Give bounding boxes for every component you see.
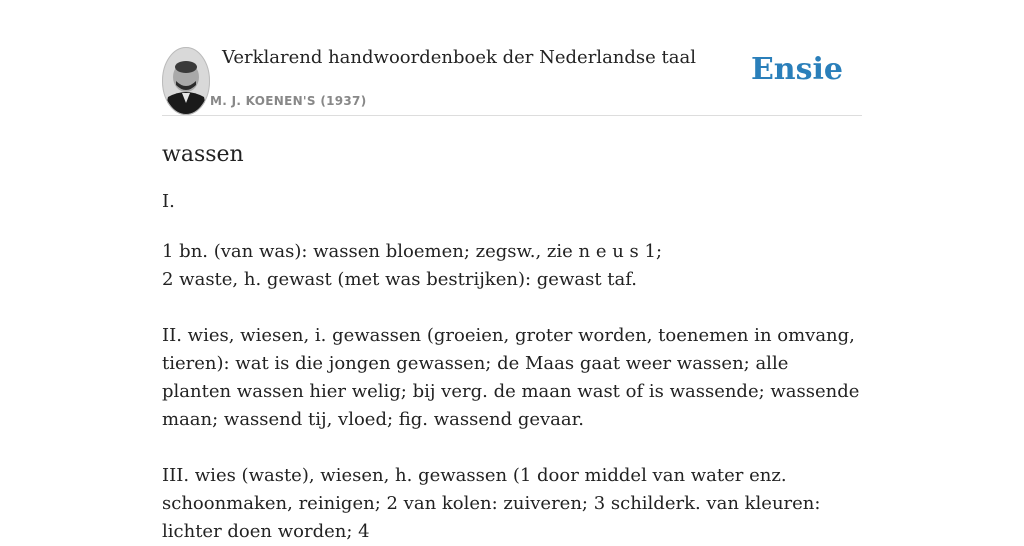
entry-content xyxy=(162,140,862,546)
book-header xyxy=(162,46,862,116)
section-1-definition xyxy=(162,238,862,294)
definition-line-1: 1 bn. (van was): wassen bloemen; zegsw., zie n e u s 1; xyxy=(162,241,663,262)
section-3-definition: III. wies (waste), wiesen, h. gewassen (1 door middel van water enz. schoonmaken, reinigen; 2 van kolen: zuiveren; 3 schilderk. van kleuren: lichter doen worden; 4 xyxy=(162,465,821,542)
definition-line-2: 2 waste, h. gewast (met was bestrijken): gewast taf. xyxy=(162,269,637,290)
section-2-definition: II. wies, wiesen, i. gewassen (groeien, groter worden, toenemen in omvang, tieren): wat is die jongen gewassen; de Maas gaat weer wassen; alle planten wassen hier welig; bij verg. de maan wast of is wassende; wassende maan; wassend tij, vloed; fig. wassend gevaar. xyxy=(162,325,860,430)
site-logo[interactable]: Ensie xyxy=(750,52,843,87)
section-1-label: I. xyxy=(162,191,175,212)
entry-headword: wassen xyxy=(162,142,244,167)
author-portrait-icon xyxy=(162,47,210,115)
book-author: M. J. KOENEN'S (1937) xyxy=(210,94,367,108)
book-title[interactable]: Verklarend handwoordenboek der Nederlandse taal xyxy=(222,47,696,68)
